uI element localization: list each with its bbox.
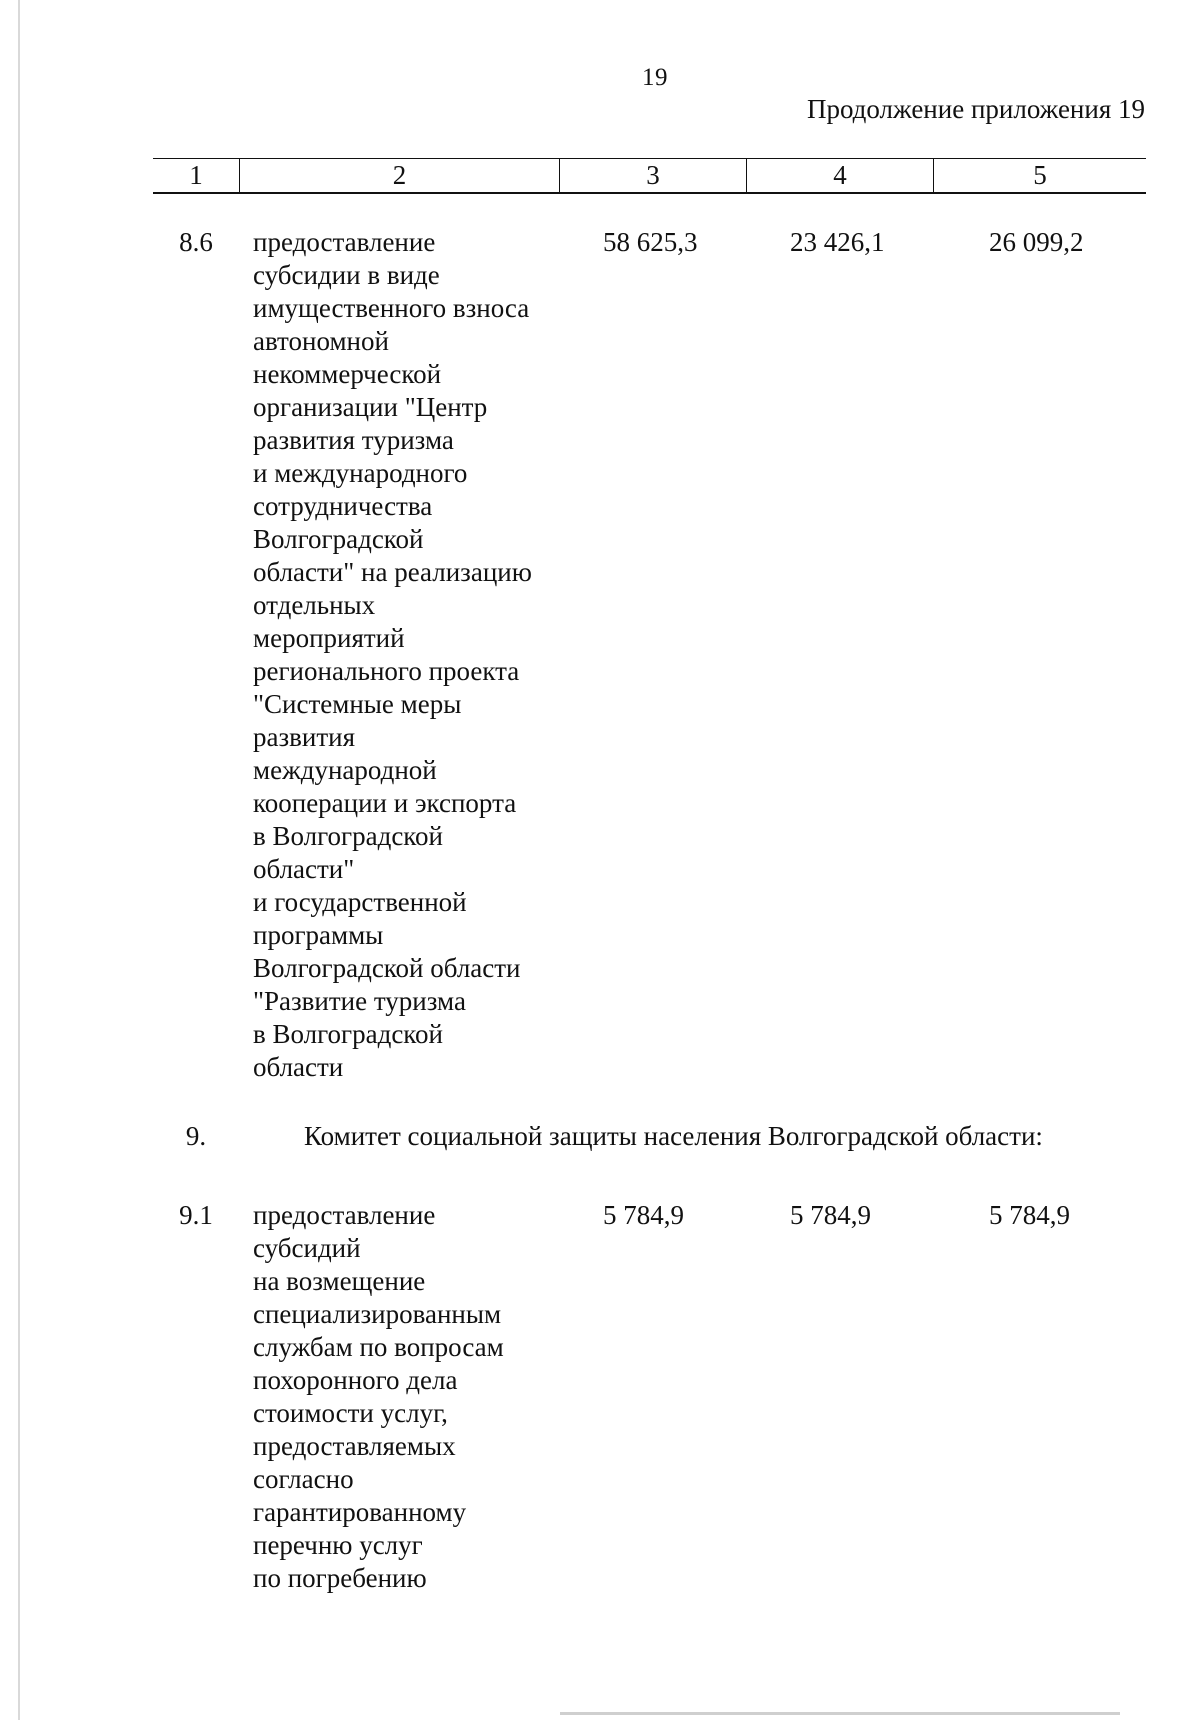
table-header-col-5: 5 — [933, 159, 1146, 192]
row-description: предоставление субсидий на возмещение специализированным службам по вопросам похоронного дела стоимости услуг, предоставляемых согласно гарантированному перечню услуг по погребению — [253, 1200, 504, 1593]
row-value-col-5: 5 784,9 — [989, 1200, 1070, 1230]
scan-edge-line — [18, 0, 20, 1720]
section-number: 9. — [185, 1121, 207, 1151]
scan-edge-line — [560, 1712, 1120, 1715]
row-value-col-4: 23 426,1 — [790, 227, 885, 257]
page-number: 19 — [642, 64, 668, 91]
row-value-col-3: 58 625,3 — [603, 227, 698, 257]
table-header-col-3: 3 — [559, 159, 746, 192]
table-header — [153, 158, 1146, 194]
section-title: Комитет социальной защиты населения Волгоградской области: — [304, 1121, 1043, 1151]
table-header-col-4: 4 — [746, 159, 933, 192]
row-value-col-4: 5 784,9 — [790, 1200, 871, 1230]
row-value-col-5: 26 099,2 — [989, 227, 1084, 257]
row-number: 8.6 — [179, 227, 213, 257]
row-number: 9.1 — [179, 1200, 213, 1230]
row-description: предоставление субсидии в виде имущественного взноса автономной некоммерческой организации "Центр развития туризма и международного сотрудничества Волгоградской области" на реализацию отдельных мероприятий регионального проекта "Системные меры развития международной кооперации и экспорта в Волгоградской области" и государственной программы Волгоградской области "Развитие туризма в Волгоградской области — [253, 227, 532, 1082]
row-value-col-3: 5 784,9 — [603, 1200, 684, 1230]
table-header-col-2: 2 — [239, 159, 559, 192]
continuation-label: Продолжение приложения 19 — [806, 94, 1145, 124]
table-header-col-1: 1 — [189, 160, 203, 190]
